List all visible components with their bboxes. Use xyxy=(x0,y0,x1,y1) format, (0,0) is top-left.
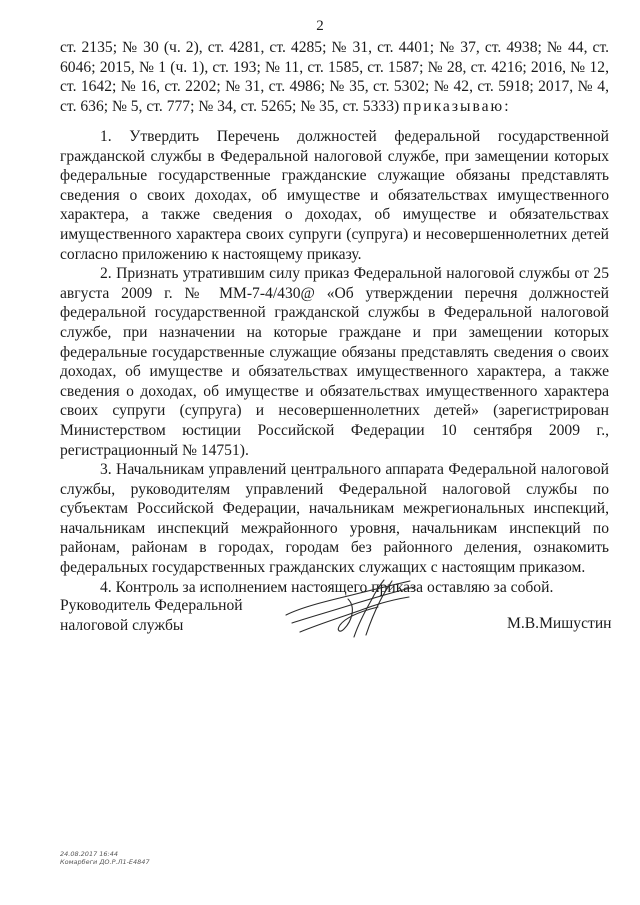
order-items xyxy=(60,127,609,597)
order-item-4: 4. Контроль за исполнением настоящего приказа оставляю за собой. xyxy=(100,578,554,596)
signatory-title-line-1: Руководитель Федеральной xyxy=(60,597,243,614)
signatory-name: М.В.Мишустин xyxy=(507,615,612,632)
legal-references: ст. 2135; № 30 (ч. 2), ст. 4281, ст. 4285; № 31, ст. 4401; № 37, ст. 4938; № 44, ст. 6046; 2015, № 1 (ч. 1), ст. 193; № 11, ст. 1585, ст. 1587; № 28, ст. 4216; 2016, № 12, ст. 1642; № 16, ст. 2202; № 31, ст. 4986; № 35, ст. 5302; № 42, ст. 5918; 2017, № 4, ст. 636; № 5, ст. 777; № 34, ст. 5265; № 35, ст. 5333) xyxy=(60,39,609,115)
signatory-title-line-2: налоговой службы xyxy=(60,617,184,634)
signatory-title xyxy=(60,596,243,636)
signature-stroke xyxy=(292,587,414,623)
order-item-3: 3. Начальникам управлений центрального аппарата Федеральной налоговой службы, руководителям управлений Федеральной налоговой службы по субъектам Российской Федерации, начальникам межрегиональных инспекций, начальникам инспекций межрайонного уровня, начальникам инспекций по районам, районам в городах, городам без районного деления, ознакомить федеральных государственных гражданских служащих с настоящим приказом. xyxy=(60,461,609,577)
order-item-1: 1. Утвердить Перечень должностей федеральной государственной гражданской службы в Федеральной налоговой службе, при замещении которых федеральные государственные гражданские служащие обязаны представлять сведения о своих доходах, об имуществе и обязательствах имущественного характера, а также сведения о доходах, об имуществе и обязательствах имущественного характера своих супруги (супруга) и несовершеннолетних детей согласно приложению к настоящему приказу. xyxy=(60,128,609,263)
footer-timestamp: 24.08.2017 16:44 xyxy=(60,850,119,858)
signature-stroke xyxy=(366,581,392,635)
page-number: 2 xyxy=(316,18,324,34)
signature-stroke xyxy=(286,581,410,615)
order-word: приказываю: xyxy=(403,97,511,115)
footer-reference: Комарбеги ДО.Р.Л1-Е4847 xyxy=(60,858,150,866)
handwritten-signature xyxy=(282,577,417,647)
intro-paragraph xyxy=(60,38,609,116)
document-footer xyxy=(60,850,150,866)
order-item-2: 2. Признать утратившим силу приказ Федеральной налоговой службы от 25 августа 2009 г. № ММ-7-4/430@ «Об утверждении перечня должностей федеральной государственной гражданской службы в Федеральной налоговой службе, при назначении на которые граждане и при замещении которых федеральные государственные служащие обязаны представлять сведения о своих доходах, об имуществе и обязательствах имущественного характера, а также сведения о доходах, об имуществе и обязательствах имущественного характера своих супруги (супруга) и несовершеннолетних детей» (зарегистрирован Министерством юстиции Российской Федерации 10 сентября 2009 г., регистрационный № 14751). xyxy=(60,265,609,459)
intro-text xyxy=(60,38,609,116)
